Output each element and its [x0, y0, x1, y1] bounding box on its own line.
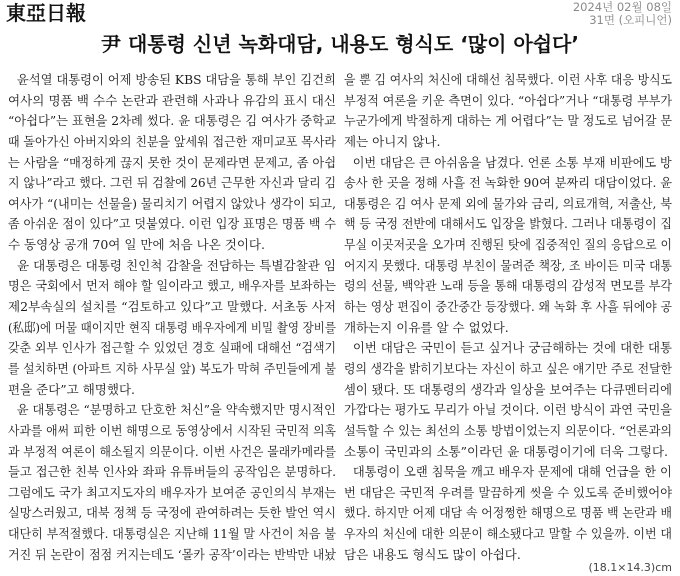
text-line: 이번 대담은 국민이 듣고 싶거나 궁금해하는 것에 대한 대통 [352, 340, 672, 356]
text-line: 번 대담은 국민적 우려를 말끔하게 씻을 수 있도록 준비했어야 [344, 484, 672, 500]
text-line: 개하는지 이유를 알 수 없었다. [344, 319, 509, 335]
headline: 尹 대통령 신년 녹화대담, 내용도 형식도 ‘많이 아쉽다’ [101, 32, 579, 56]
text-line: 윤 대통령은 대통령 친인척 감찰을 전담하는 특별감찰관 임 [17, 257, 337, 273]
article-paragraph [8, 256, 336, 400]
text-line: 사과를 애써 피한 이번 해명으로 동영상에서 시작된 국민적 의혹 [8, 422, 336, 438]
newspaper-logo: 東亞日報 [6, 1, 86, 25]
text-line: 핵 등 국정 전반에 대해서도 입장을 밝혔다. 그러나 대통령이 집 [344, 216, 672, 232]
clipping-size-note: (18.1×14.3)cm [588, 561, 672, 574]
article-column-left [8, 70, 336, 565]
article-paragraph [344, 153, 672, 339]
article-paragraph [344, 338, 672, 462]
text-line: 하는 영상 편집이 중간중간 등장했다. 왜 녹화 후 사흘 뒤에야 공 [344, 299, 672, 315]
text-line: 제는 아니지 않나. [344, 133, 441, 149]
text-line: 누군가에게 박절하게 대하는 게 어렵다”는 말 정도로 넘어갈 문 [344, 113, 672, 129]
text-line: (私邸)에 머물 때이지만 현직 대통령 배우자에게 비밀 촬영 장비를 [8, 319, 336, 335]
text-line: 윤석열 대통령이 어제 방송된 KBS 대담을 통해 부인 김건희 [16, 72, 336, 87]
text-line: 담은 내용도 형식도 많이 아쉽다. [344, 546, 521, 562]
text-line: 대통령이 오랜 침묵을 깨고 배우자 문제에 대해 언급을 한 이 [352, 464, 672, 480]
text-line: 실망스러웠고, 대북 정책 등 국정에 관여하려는 듯한 발언 역시 [8, 505, 336, 521]
text-line: 들고 접근한 친북 인사와 좌파 유튜버들의 공작임은 분명하다. [8, 464, 336, 480]
text-line: 대통령은 김 여사 문제 외에 물가와 금리, 의료개혁, 저출산, 북 [344, 195, 672, 211]
text-line: 소통이 국민과의 소통”이라던 윤 대통령이기에 더욱 그렇다. [344, 443, 669, 459]
article-paragraph [8, 70, 336, 256]
text-line: 우자의 처신에 대한 의문이 해소됐다고 말할 수 있을까. 이번 대 [344, 526, 672, 542]
text-line: 명은 국회에서 먼저 해야 할 일이라고 했고, 배우자를 보좌하는 [8, 278, 336, 294]
text-line: 이번 대담은 큰 아쉬움을 남겼다. 언론 소통 부재 비판에도 방 [352, 154, 672, 170]
issue-date: 2024년 02월 08일 [572, 0, 672, 14]
text-line: 셈이 됐다. 또 대통령의 생각과 일상을 보여주는 다큐멘터리에 [344, 381, 672, 397]
text-line: 가깝다는 평가도 무리가 아닐 것이다. 이런 방식이 과연 국민을 [344, 402, 672, 418]
text-line: 을 뿐 김 여사의 처신에 대해선 침묵했다. 이런 사후 대응 방식도 [344, 72, 672, 87]
text-line: 때 돌아가신 아버지와의 친분을 앞세워 접근한 재미교포 목사라 [8, 133, 336, 149]
text-line: 제2부속실의 설치를 “검토하고 있다”고 말했다. 서초동 사저 [8, 299, 337, 315]
text-line: 여사의 명품 백 수수 논란과 관련해 사과나 유감의 표시 대신 [8, 92, 337, 108]
text-line: 를 설치하면 (아파트 지하 사무실 앞) 복도가 막혀 주민들에게 불 [8, 360, 336, 376]
text-line: 대단히 부적절했다. 대통령실은 지난해 11월 말 사건이 처음 불 [8, 526, 336, 542]
text-line: 어지지 못했다. 대통령 부친이 물려준 책장, 조 바이든 미국 대통 [344, 257, 672, 273]
text-line: 갖춘 외부 인사가 접근할 수 있었던 경호 실패에 대해선 “검색기 [8, 340, 336, 356]
article-paragraph [344, 70, 672, 153]
text-line: 수 동영상 공개 70여 일 만에 처음 나온 것이다. [8, 237, 265, 253]
text-line: 설득할 수 있는 최선의 소통 방법이었는지 의문이다. “언론과의 [344, 422, 672, 438]
text-line: 과 부정적 여론이 해소될지 의문이다. 이번 사건은 몰래카메라를 [8, 443, 336, 459]
page-section: 31면 (오피니언) [589, 13, 672, 27]
text-line: “아쉽다”는 표현을 2차례 썼다. 윤 대통령은 김 여사가 중학교 [8, 113, 336, 129]
text-line: 부정적 여론을 키운 측면이 있다. “아쉽다”거나 “대통령 부부가 [344, 92, 672, 108]
text-line: 령의 생각을 밝히기보다는 자신이 하고 싶은 얘기만 주로 전달한 [344, 360, 672, 376]
text-line: 여사가 “(내미는 선물을) 물리치기 어렵지 않았나 생각이 되고, [8, 195, 336, 211]
article-column-right [344, 70, 672, 565]
article-paragraph [344, 462, 672, 565]
text-line: 했다. 하지만 어제 대담 속 어정쩡한 해명으로 명품 백 논란과 배 [344, 505, 672, 521]
article-paragraph [8, 400, 336, 565]
text-line: 송사 한 곳을 정해 사흘 전 녹화한 90여 분짜리 대담이었다. 윤 [344, 175, 672, 191]
text-line: 무실 이곳저곳을 오가며 진행된 탓에 집중적인 질의 응답으로 이 [344, 237, 672, 253]
text-line: 편을 준다”고 해명했다. [8, 381, 135, 397]
text-line: 는 사람을 “매정하게 끊지 못한 것이 문제라면 문제고, 좀 아쉽 [8, 154, 336, 170]
text-line: 윤 대통령은 “분명하고 단호한 처신”을 약속했지만 명시적인 [16, 402, 336, 418]
issue-info [573, 1, 672, 27]
text-line: 거진 뒤 논란이 점점 커지는데도 ‘몰카 공작’이라는 반박만 내놨 [8, 546, 336, 562]
text-line: 좀 아쉬운 점이 있다”고 덧붙였다. 이런 입장 표명은 명품 백 수 [8, 216, 336, 232]
text-line: 지 않나”라고 했다. 그런 뒤 검찰에 26년 근무한 자신과 달리 김 [8, 175, 336, 191]
text-line: 그럼에도 국가 최고지도자의 배우자가 보여준 공인의식 부재는 [8, 484, 336, 500]
text-line: 령의 선물, 백악관 노래 등을 통해 대통령의 감성적 면모를 부각 [344, 278, 672, 294]
